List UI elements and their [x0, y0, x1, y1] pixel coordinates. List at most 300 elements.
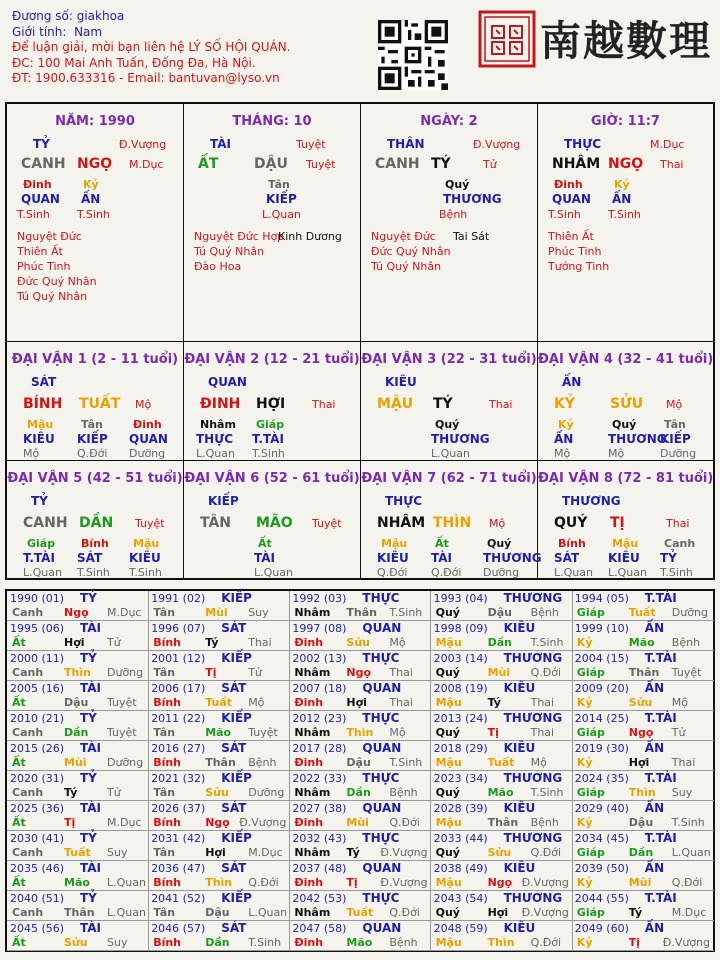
dai-van-ten-god: KIÊU: [385, 375, 417, 389]
dai-van-branch: DẦN: [79, 515, 114, 531]
dai-van-ten-god: THƯƠNG: [562, 494, 621, 508]
pillar-branch-status: Thai: [660, 158, 684, 171]
year-ten-god: ẤN: [644, 861, 665, 875]
year-stem: Đinh: [294, 816, 324, 829]
year-status: M.Dục: [248, 846, 283, 859]
year-label: 1997 (08): [292, 622, 347, 635]
pillar-branch: DẬU: [254, 156, 288, 172]
year-label: 2022 (33): [292, 772, 347, 785]
year-stem: Tân: [153, 786, 176, 799]
year-cell: [289, 741, 431, 771]
dai-van-hidden-status: T.Sinh: [129, 566, 162, 579]
dai-van-hidden-god: THƯƠNG: [483, 551, 542, 565]
hidden-god: KIẾP: [266, 192, 297, 206]
year-ten-god: KIẾP: [221, 771, 252, 785]
year-branch: Thân: [205, 756, 236, 769]
year-status: Mộ: [671, 696, 689, 709]
year-ten-god: ẤN: [644, 741, 665, 755]
pillar-title: THÁNG: 10: [232, 114, 312, 129]
dai-van-hidden-status: T.Sinh: [77, 566, 110, 579]
year-cell: [289, 591, 431, 621]
year-status: Bệnh: [248, 756, 277, 769]
year-stem: Nhâm: [294, 726, 331, 739]
dai-van-branch: THÌN: [433, 515, 472, 531]
year-branch: Thìn: [346, 726, 374, 739]
year-status: Dưỡng: [671, 606, 708, 619]
year-label: 2002 (13): [292, 652, 347, 665]
dai-van-ten-god: QUAN: [208, 375, 247, 389]
year-label: 2006 (17): [151, 682, 206, 695]
year-ten-god: TÀI: [80, 861, 102, 875]
year-cell: [148, 801, 290, 831]
pillar-branch-status: Tử: [483, 158, 497, 171]
dai-van-hidden-status: T.Sinh: [252, 447, 285, 460]
dai-van-hidden-stem: Bính: [81, 537, 109, 550]
dai-van-title: ĐẠI VẬN 6 (52 - 61 tuổi): [184, 471, 360, 486]
dai-van-hidden-stem: Quý: [612, 418, 637, 431]
dai-van-status: Thai: [489, 398, 513, 411]
dai-van-hidden-status: Dưỡng: [660, 447, 697, 460]
year-cell: [7, 651, 149, 681]
year-status: Q.Đới: [389, 906, 420, 919]
year-cell: [148, 621, 290, 651]
year-status: Thai: [389, 696, 413, 709]
dai-van-status: Mộ: [489, 517, 506, 530]
year-status: Tử: [248, 666, 262, 679]
year-cell: [431, 921, 573, 951]
year-branch: Tuất: [628, 606, 656, 619]
year-status: T.Sinh: [248, 936, 282, 949]
year-label: 2015 (26): [10, 742, 65, 755]
year-stem: Quý: [435, 846, 460, 859]
year-status: Bệnh: [389, 936, 418, 949]
year-ten-god: ẤN: [644, 621, 665, 635]
year-label: 2019 (30): [574, 742, 629, 755]
year-branch: Thìn: [205, 876, 233, 889]
year-cell: [148, 651, 290, 681]
year-branch: Thìn: [628, 786, 656, 799]
year-branch: Sửu: [487, 846, 512, 859]
pillar-title: NGÀY: 2: [420, 114, 478, 129]
year-cell: [289, 861, 431, 891]
year-branch: Hợi: [64, 636, 85, 649]
year-status: M.Dục: [107, 606, 142, 619]
year-stem: Tân: [153, 666, 176, 679]
year-cell: [289, 681, 431, 711]
dai-van-title: ĐẠI VẬN 5 (42 - 51 tuổi): [7, 471, 183, 486]
year-cell: [431, 711, 573, 741]
pillar-ten-god: THỰC: [564, 137, 602, 151]
dai-van-hidden-god: TÀI: [254, 551, 276, 565]
year-ten-god: ẤN: [644, 801, 665, 815]
year-ten-god: KIẾP: [221, 651, 252, 665]
year-stem: Canh: [12, 846, 44, 859]
pillar-title: NĂM: 1990: [55, 114, 135, 129]
year-ten-god: THỰC: [362, 651, 400, 665]
year-branch: Tuất: [205, 696, 232, 709]
year-branch: Mão: [205, 726, 232, 739]
hidden-status: L.Quan: [262, 208, 301, 221]
dai-van-status: Tuyệt: [135, 517, 165, 530]
year-stem: Mậu: [435, 756, 462, 769]
dai-van-hidden-stem: Mậu: [381, 537, 408, 550]
year-stem: Đinh: [294, 696, 324, 709]
year-stem: Tân: [153, 606, 176, 619]
year-cell: [148, 921, 290, 951]
year-ten-god: T.TÀI: [644, 651, 677, 665]
dai-van-branch: TỊ: [610, 515, 625, 531]
year-ten-god: T.TÀI: [644, 771, 677, 785]
year-ten-god: KIẾP: [221, 831, 252, 845]
year-branch: Dậu: [628, 816, 654, 829]
year-label: 2020 (31): [10, 772, 65, 785]
dai-van-hidden-stem: Giáp: [27, 537, 56, 550]
year-label: 2047 (58): [292, 922, 347, 935]
year-label: 2031 (42): [151, 832, 206, 845]
year-branch: Sửu: [205, 786, 229, 799]
year-status: M.Dục: [671, 906, 707, 919]
special-star: Thiên Ất: [17, 245, 63, 258]
year-ten-god: TỶ: [80, 771, 97, 785]
hidden-status: T.Sinh: [548, 208, 581, 221]
year-status: Bệnh: [530, 816, 559, 829]
dai-van-hidden-stem: Nhâm: [200, 418, 236, 431]
year-cell: [572, 711, 714, 741]
year-branch: Hợi: [205, 846, 226, 859]
dai-van-hidden-god: THƯƠNG: [431, 432, 490, 446]
year-branch: Hợi: [346, 696, 367, 709]
dai-van-hidden-god: TỶ: [660, 551, 677, 565]
year-cell: [148, 861, 290, 891]
year-branch: Thân: [628, 666, 660, 679]
year-label: 2026 (37): [151, 802, 206, 815]
year-label: 1994 (05): [574, 592, 629, 605]
year-status: Dưỡng: [107, 666, 144, 679]
dai-van-title: ĐẠI VẬN 3 (22 - 31 tuổi): [361, 352, 537, 367]
pillar-stem: NHÂM: [552, 156, 601, 172]
year-ten-god: TỶ: [80, 891, 97, 905]
year-label: 2014 (25): [574, 712, 629, 725]
year-branch: Thìn: [64, 666, 91, 679]
year-ten-god: TỶ: [80, 591, 97, 605]
year-stem: Canh: [12, 666, 44, 679]
pillar-branch: TÝ: [431, 156, 451, 172]
hidden-status: Bệnh: [439, 208, 468, 221]
year-cell: [148, 591, 290, 621]
year-label: 1993 (04): [433, 592, 488, 605]
year-stem: Ất: [12, 756, 26, 769]
year-stem: Bính: [153, 696, 182, 709]
year-status: T.Sinh: [671, 816, 705, 829]
year-label: 2030 (41): [10, 832, 65, 845]
dai-van-cell: [184, 342, 361, 461]
dai-van-hidden-god: T.TÀI: [23, 551, 55, 565]
pillar-cell: [7, 104, 184, 342]
year-ten-god: KIẾP: [221, 591, 252, 605]
year-branch: Mùi: [487, 666, 511, 679]
dai-van-stem: ĐINH: [200, 396, 241, 412]
year-ten-god: QUAN: [362, 801, 402, 815]
year-status: T.Sinh: [530, 636, 564, 649]
dai-van-hidden-stem: Đinh: [133, 418, 162, 431]
year-stem: Giáp: [576, 606, 605, 619]
year-label: 2021 (32): [151, 772, 206, 785]
year-status: Dưỡng: [107, 756, 144, 769]
year-label: 2044 (55): [574, 892, 629, 905]
year-ten-god: THƯƠNG: [503, 771, 563, 785]
year-label: 2004 (15): [574, 652, 629, 665]
special-star: Tú Quý Nhân: [194, 245, 265, 258]
pillar-top-status: Đ.Vượng: [119, 138, 167, 151]
year-status: Tử: [107, 786, 121, 799]
dai-van-branch: HỢI: [256, 396, 286, 412]
year-status: T.Sinh: [389, 606, 423, 619]
year-status: Bệnh: [530, 606, 559, 619]
chart-grid: [5, 102, 715, 580]
year-branch: Tị: [487, 726, 499, 739]
year-ten-god: SÁT: [221, 741, 247, 755]
special-star: Kinh Dương: [278, 230, 342, 243]
year-label: 2003 (14): [433, 652, 488, 665]
year-stem: Kỷ: [576, 816, 593, 829]
dai-van-branch: TUẤT: [79, 396, 121, 412]
year-stem: Quý: [435, 666, 460, 679]
special-star: Tướng Tinh: [548, 260, 610, 273]
dai-van-cell: [538, 342, 713, 461]
year-stem: Ất: [12, 816, 26, 829]
year-stem: Giáp: [576, 666, 605, 679]
year-stem: Quý: [435, 906, 460, 919]
year-label: 2029 (40): [574, 802, 629, 815]
year-status: Thai: [671, 756, 696, 769]
year-status: Thai: [248, 636, 272, 649]
dai-van-cell: [7, 342, 184, 461]
year-status: Đ.Vượng: [662, 936, 710, 949]
year-label: 2005 (16): [10, 682, 65, 695]
year-ten-god: QUAN: [362, 741, 402, 755]
year-label: 1996 (07): [151, 622, 206, 635]
pillar-stem: ẤT: [198, 156, 219, 172]
pillar-branch: NGỌ: [77, 156, 113, 172]
dai-van-status: Tuyệt: [312, 517, 342, 530]
year-status: L.Quan: [107, 876, 146, 889]
year-label: 2045 (56): [10, 922, 65, 935]
year-label: 1992 (03): [292, 592, 347, 605]
dai-van-hidden-god: KIẾP: [77, 432, 108, 446]
year-status: Tuyệt: [248, 726, 278, 739]
year-ten-god: QUAN: [362, 921, 402, 935]
year-stem: Tân: [153, 726, 176, 739]
year-stem: Kỷ: [576, 936, 593, 949]
year-ten-god: KIẾP: [221, 711, 252, 725]
year-branch: Ngọ: [487, 876, 513, 889]
pillar-top-status: Đ.Vượng: [473, 138, 521, 151]
year-branch: Tý: [205, 636, 219, 649]
year-stem: Canh: [12, 606, 44, 619]
dai-van-title: ĐẠI VẬN 7 (62 - 71 tuổi): [361, 471, 537, 486]
year-ten-god: T.TÀI: [644, 711, 677, 725]
hidden-stem: Đinh: [554, 178, 583, 191]
year-cell: [431, 681, 573, 711]
dai-van-hidden-stem: Ất: [258, 537, 272, 550]
dai-van-cell: [361, 342, 538, 461]
dai-van-status: Mộ: [666, 398, 683, 411]
year-stem: Bính: [153, 936, 182, 949]
year-ten-god: TÀI: [80, 621, 102, 635]
year-branch: Ngọ: [346, 666, 372, 679]
year-cell: [7, 771, 149, 801]
year-cell: [289, 621, 431, 651]
year-cell: [7, 801, 149, 831]
year-label: 2017 (28): [292, 742, 347, 755]
year-status: M.Dục: [107, 816, 142, 829]
special-star: Đào Hoa: [194, 260, 242, 273]
dai-van-hidden-status: Dưỡng: [129, 447, 166, 460]
year-ten-god: THƯƠNG: [503, 591, 563, 605]
dai-van-stem: BÍNH: [23, 396, 63, 412]
year-cell: [572, 771, 714, 801]
pillar-ten-god: THÂN: [387, 137, 425, 151]
year-branch: Tị: [64, 816, 76, 829]
dai-van-hidden-god: ẤN: [554, 432, 574, 446]
pillar-stem: CANH: [21, 156, 66, 172]
year-ten-god: TỶ: [80, 831, 97, 845]
year-branch: Thân: [64, 906, 95, 919]
dai-van-hidden-god: QUAN: [129, 432, 168, 446]
special-star: Đức Quý Nhân: [17, 275, 97, 288]
year-label: 2032 (43): [292, 832, 347, 845]
year-status: T.Sinh: [530, 786, 564, 799]
year-label: 2000 (11): [10, 652, 65, 665]
dai-van-cell: [361, 461, 542, 579]
year-branch: Ngọ: [205, 816, 230, 829]
year-label: 2009 (20): [574, 682, 629, 695]
year-ten-god: TÀI: [80, 681, 102, 695]
hidden-stem: Đinh: [23, 178, 52, 191]
year-branch: Tý: [628, 906, 643, 919]
year-stem: Bính: [153, 756, 182, 769]
dai-van-status: Mộ: [135, 398, 152, 411]
year-cell: [148, 741, 290, 771]
year-status: Thai: [389, 666, 413, 679]
year-stem: Mậu: [435, 936, 462, 949]
special-star: Phúc Tinh: [548, 245, 602, 258]
dai-van-stem: QUÝ: [554, 515, 588, 531]
year-ten-god: THỰC: [362, 591, 400, 605]
year-stem: Bính: [153, 636, 182, 649]
year-ten-god: QUAN: [362, 621, 402, 635]
year-branch: Tuất: [346, 906, 374, 919]
seal-stamp-icon: [478, 10, 536, 68]
year-stem: Kỷ: [576, 876, 593, 889]
year-stem: Bính: [153, 816, 182, 829]
year-ten-god: KIÊU: [503, 861, 536, 875]
year-branch: Tuất: [64, 846, 91, 859]
dai-van-hidden-status: Mộ: [554, 447, 571, 460]
year-cell: [148, 891, 290, 921]
dai-van-ten-god: KIẾP: [208, 494, 239, 508]
year-branch: Mùi: [64, 756, 87, 769]
dai-van-hidden-status: T.Sinh: [660, 566, 693, 579]
year-stem: Ất: [12, 936, 26, 949]
year-branch: Thân: [346, 606, 377, 619]
year-status: Mộ: [389, 636, 406, 649]
year-status: Mộ: [530, 756, 547, 769]
year-label: 2016 (27): [151, 742, 206, 755]
year-label: 2025 (36): [10, 802, 65, 815]
year-ten-god: KIÊU: [503, 681, 536, 695]
year-status: L.Quan: [248, 906, 288, 919]
year-branch: Sửu: [628, 696, 653, 709]
year-cell: [431, 861, 573, 891]
year-label: 1990 (01): [10, 592, 65, 605]
year-label: 2001 (12): [151, 652, 206, 665]
year-cell: [572, 741, 714, 771]
year-stem: Giáp: [576, 726, 605, 739]
year-cell: [289, 801, 431, 831]
year-cell: [289, 711, 431, 741]
year-cell: [148, 771, 290, 801]
year-label: 2027 (38): [292, 802, 347, 815]
dai-van-stem: MẬU: [377, 396, 414, 412]
year-stem: Đinh: [294, 636, 324, 649]
year-cell: [148, 681, 290, 711]
dai-van-cell: [184, 461, 361, 578]
year-status: Suy: [671, 786, 693, 799]
year-status: Q.Đới: [248, 876, 279, 889]
dai-van-hidden-god: T.TÀI: [252, 432, 284, 446]
year-label: 1995 (06): [10, 622, 65, 635]
hidden-god: QUAN: [21, 192, 60, 206]
dai-van-hidden-stem: Canh: [664, 537, 696, 550]
pillar-ten-god: TỶ: [33, 137, 50, 151]
year-status: Suy: [107, 936, 128, 949]
dai-van-hidden-status: Mộ: [23, 447, 40, 460]
brand-logo-text: 南越數理: [540, 17, 712, 65]
year-stem: Quý: [435, 786, 460, 799]
pillar-top-status: Tuyệt: [296, 138, 326, 151]
year-status: Thai: [530, 696, 555, 709]
gender-value: Nam: [74, 24, 103, 39]
year-label: 2010 (21): [10, 712, 65, 725]
year-stem: Kỷ: [576, 636, 593, 649]
year-ten-god: T.TÀI: [644, 891, 677, 905]
dai-van-hidden-god: KIÊU: [608, 551, 640, 565]
special-star: Tú Quý Nhân: [17, 290, 88, 303]
year-status: Q.Đới: [530, 666, 562, 679]
dai-van-hidden-stem: Quý: [487, 537, 512, 550]
year-ten-god: T.TÀI: [644, 831, 677, 845]
year-stem: Giáp: [576, 906, 605, 919]
yearly-table: [5, 589, 715, 952]
phone-email-line[interactable]: ĐT: 1900.633316 - Email: bantuvan@lyso.vn: [12, 71, 280, 86]
year-status: Q.Đới: [530, 846, 562, 859]
year-ten-god: SÁT: [221, 681, 247, 695]
year-stem: Đinh: [294, 756, 324, 769]
hidden-status: T.Sinh: [77, 208, 110, 221]
year-label: 2046 (57): [151, 922, 206, 935]
dai-van-hidden-god: KIÊU: [377, 551, 409, 565]
year-label: 2034 (45): [574, 832, 629, 845]
year-branch: Dậu: [487, 606, 512, 619]
year-branch: Tý: [346, 846, 360, 859]
dai-van-title: ĐẠI VẬN 8 (72 - 81 tuổi): [538, 471, 714, 486]
year-branch: Tý: [487, 696, 501, 709]
year-ten-god: TÀI: [80, 921, 102, 935]
year-label: 2024 (35): [574, 772, 629, 785]
year-branch: Mão: [64, 876, 90, 889]
year-cell: [148, 711, 290, 741]
